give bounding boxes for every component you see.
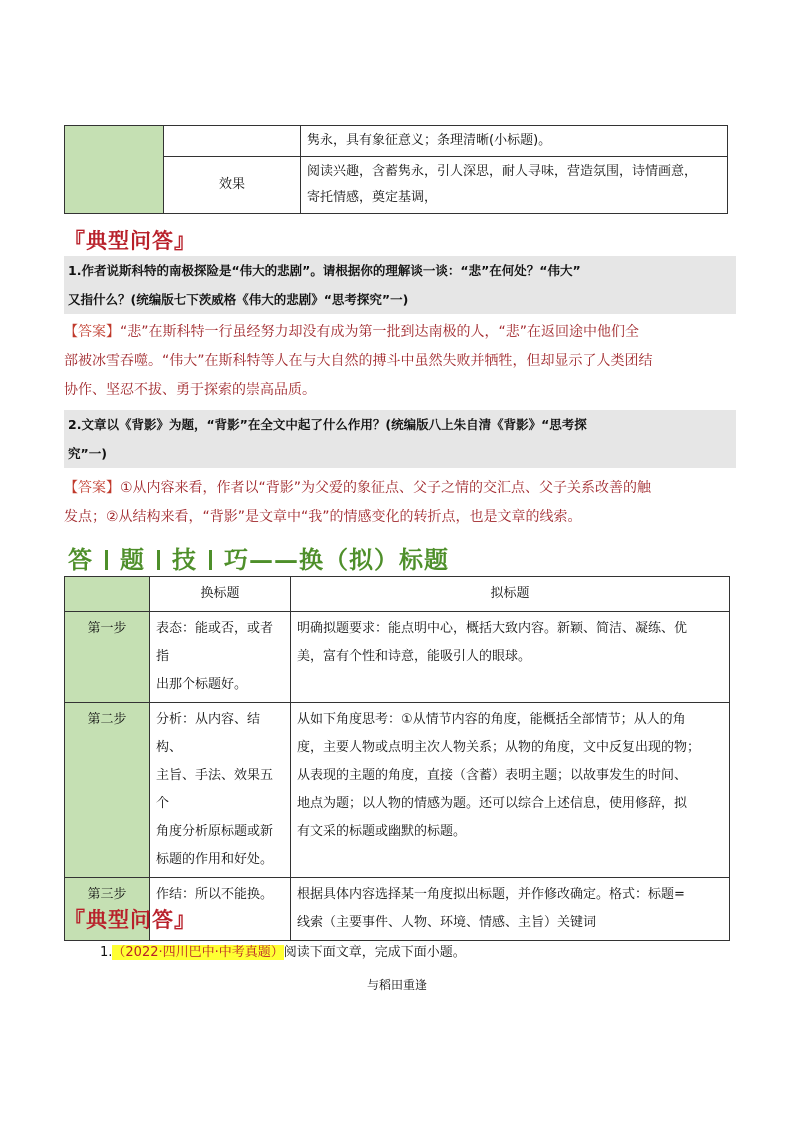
answer-tag: 【答案】 [64, 324, 120, 340]
cell-line: 从如下角度思考：①从情节内容的角度，能概括全部情节；从人的角 [297, 712, 686, 727]
effect-line: 阅读兴趣，含蓄隽永，引人深思，耐人寻味，营造氛围，诗情画意， [307, 164, 698, 179]
title-char: 答 [68, 545, 93, 574]
question-2 [64, 410, 736, 468]
column-header-draft: 拟标题 [291, 577, 730, 612]
answer-line: 部被冰雪吞噬。“伟大”在斯科特等人在与大自然的搏斗中虽然失败并牺牲，但却显示了人类团结 [64, 353, 653, 369]
cell-line: 角度分析原标题或新 [156, 824, 274, 839]
title-separator [209, 550, 212, 570]
effect-label: 效果 [164, 157, 301, 214]
cell-line: 出那个标题好。 [156, 677, 248, 692]
answer-line: ①从内容来看，作者以“背影”为父爱的象征点、父子之情的交汇点、父子关系改善的触 [120, 480, 652, 496]
title-steps-table [64, 576, 730, 941]
source-highlight: （2022·四川巴中·中考真题） [112, 945, 284, 960]
skill-title [68, 540, 449, 575]
empty-label-cell [164, 126, 301, 157]
title-separator [157, 550, 160, 570]
question-line: 1.作者说斯科特的南极探险是“伟大的悲剧”。请根据你的理解谈一谈：“悲”在何处？“伟大” [68, 263, 581, 278]
cell-line: 分析：从内容、结构、 [156, 712, 261, 755]
section-heading: 『典型问答』 [64, 907, 196, 932]
answer-line: “悲”在斯科特一行虽经努力却没有成为第一批到达南极的人，“悲”在返回途中他们全 [120, 324, 640, 340]
answer-tag: 【答案】 [64, 480, 120, 496]
step2-draft [291, 703, 730, 878]
cell-line: 标题的作用和好处。 [156, 852, 274, 867]
cell-line: 根据具体内容选择某一角度拟出标题，并作修改确定。格式：标题= [297, 887, 685, 902]
section-heading: 『典型问答』 [64, 228, 196, 253]
cell-line: 从表现的主题的角度，直接（含蓄）表明主题；以故事发生的时间、 [297, 768, 688, 783]
step-label: 第一步 [65, 612, 150, 703]
green-cell [65, 126, 164, 214]
table1-row1-text: 隽永，具有象征意义；条理清晰(小标题)。 [301, 126, 728, 157]
question-line: 又指什么？(统编版七下茨威格《伟大的悲剧》“思考探究”一) [68, 292, 409, 307]
effect-line: 寄托情感，奠定基调， [307, 190, 438, 205]
cell-line: 作结：所以不能换。 [156, 887, 274, 902]
question-number: 1. [100, 945, 113, 960]
article-title: 与稻田重逢 [366, 978, 427, 992]
cell-line: 度，主要人物或点明主次人物关系；从物的角度，文中反复出现的物； [297, 740, 701, 755]
answer-2 [64, 474, 734, 532]
step1-change [150, 612, 291, 703]
answer-line: 协作、坚忍不拔、勇于探索的崇高品质。 [64, 382, 316, 398]
corner-cell [65, 577, 150, 612]
answer-1 [64, 318, 734, 405]
effect-text [301, 157, 728, 214]
cell-line: 主旨、手法、效果五个 [156, 768, 274, 811]
cell-line: 表态：能或否，或者指 [156, 621, 274, 664]
question-line: 究”一) [68, 446, 107, 461]
cell-line: 地点为题；以人物的情感为题。还可以综合上述信息，使用修辞，拟 [297, 796, 688, 811]
method-table-fragment [64, 125, 728, 214]
question-line: 2.文章以《背影》为题，“背影”在全文中起了什么作用？(统编版八上朱自清《背影》“思考探 [68, 417, 587, 432]
reading-question [100, 942, 466, 964]
step1-draft [291, 612, 730, 703]
title-char: 题 [120, 545, 145, 574]
title-char: 技 [172, 545, 197, 574]
question-text: 阅读下面文章，完成下面小题。 [283, 945, 466, 960]
column-header-change: 换标题 [150, 577, 291, 612]
question-1 [64, 256, 736, 314]
step2-change [150, 703, 291, 878]
title-char: 巧——换（拟）标题 [224, 545, 449, 574]
cell-line: 有文采的标题或幽默的标题。 [297, 824, 467, 839]
cell-line: 线索（主要事件、人物、环境、情感、主旨）关键词 [297, 915, 597, 930]
cell-line: 美，富有个性和诗意，能吸引人的眼球。 [297, 649, 532, 664]
title-separator [105, 550, 108, 570]
step3-draft [291, 878, 730, 941]
cell-line: 明确拟题要求：能点明中心，概括大致内容。新颖、简洁、凝练、优 [297, 621, 688, 636]
step-label: 第三步 [65, 878, 150, 941]
step-label: 第二步 [65, 703, 150, 878]
answer-line: 发点；②从结构来看，“背影”是文章中“我”的情感变化的转折点，也是文章的线索。 [64, 509, 582, 525]
